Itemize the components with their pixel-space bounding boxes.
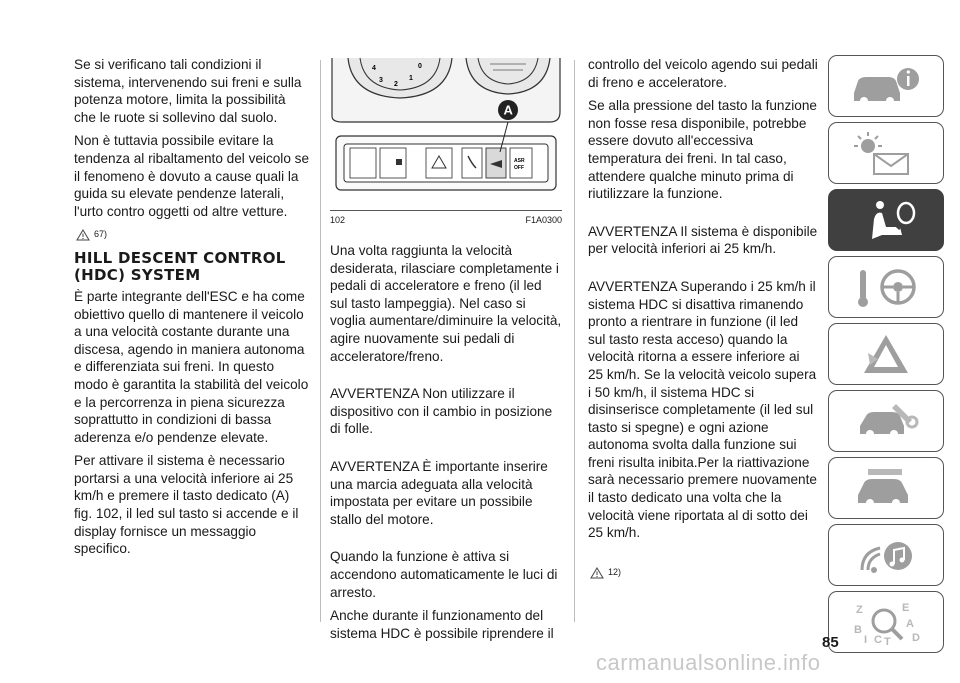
index-letter: B: [854, 624, 862, 636]
figure-number: 102: [330, 215, 346, 225]
paragraph: È parte integrante dell'ESC e ha come obiettivo quello di mantenere il veicolo a una velocità costante durante una discesa, agendo in maniera autonoma e differenziata sui freni. In questo modo è garantita la stabilità del veicolo e la percorrenza in piena sicurezza soprattutto in condizioni di bassa aderenza e/o pendenze elevate.: [74, 288, 309, 445]
index-letter: E: [902, 602, 910, 614]
figure-102: [330, 56, 562, 228]
warning-reference[interactable]: [76, 226, 310, 244]
paragraph: AVVERTENZA È importante inserire una marcia adeguata alla velocità impostata per evitare un possibile stallo del motore.: [330, 458, 548, 527]
warning-reference-number: 12): [608, 566, 622, 577]
warning-triangle-icon: [76, 229, 90, 241]
dial-label: 1: [409, 75, 413, 82]
index-letter: I: [864, 634, 868, 646]
seat-airbag-icon: [844, 195, 928, 245]
figure-rule: [330, 210, 562, 211]
column-3: [588, 56, 818, 585]
index-letter: A: [906, 618, 914, 630]
column-2: [330, 242, 562, 648]
key-steering-icon: [844, 262, 928, 312]
paragraph: Non è tuttavia possibile evitare la tendenza al ribaltamento del veicolo se il fenomeno è dovuto a cause quali la guida su elevate pendenze laterali, l'urto contro oggetti od altre vetture.: [74, 133, 310, 219]
car-info-icon: [844, 61, 928, 111]
tab-dashboard-warnings[interactable]: [828, 122, 944, 184]
warning-reference-number: 67): [94, 229, 108, 240]
column-divider: [574, 60, 575, 622]
figure-caption: [330, 215, 562, 225]
index-letter: D: [912, 632, 920, 644]
dial-label: 0: [418, 63, 422, 70]
multimedia-icon: [844, 530, 928, 580]
paragraph: Se alla pressione del tasto la funzione non fosse resa disponibile, potrebbe essere dovuto all'eccessiva temperatura dei freni. In tal caso, attendere qualche minuto prima di riutilizzare la funzione.: [588, 98, 817, 202]
road-warning-icon: [844, 329, 928, 379]
figure-code: F1A0300: [525, 215, 562, 225]
paragraph: Quando la funzione è attiva si accendono automaticamente le luci di arresto.: [330, 549, 558, 600]
column-1: [74, 56, 310, 564]
alphabetical-index-icon: [844, 597, 928, 647]
watermark: carmanualsonline.info: [596, 650, 821, 675]
tab-safety[interactable]: [828, 189, 944, 251]
warning-triangle-icon: [590, 567, 604, 579]
tab-service[interactable]: [828, 390, 944, 452]
tab-multimedia[interactable]: [828, 524, 944, 586]
section-heading: HILL DESCENT CONTROL (HDC) SYSTEM: [74, 248, 286, 284]
tab-emergency[interactable]: [828, 323, 944, 385]
tab-index[interactable]: [828, 591, 944, 653]
paragraph: AVVERTENZA Il sistema è disponibile per velocità inferiori ai 25 km/h.: [588, 223, 818, 257]
paragraph: AVVERTENZA Non utilizzare il dispositivo con il cambio in posizione di folle.: [330, 386, 553, 437]
index-letter: C: [874, 634, 882, 646]
warning-reference[interactable]: [590, 564, 818, 582]
dial-label: 3: [379, 77, 383, 84]
paragraph: controllo del veicolo agendo sui pedali di freno e acceleratore.: [588, 57, 818, 90]
tab-starting-driving[interactable]: [828, 256, 944, 318]
tab-car-info[interactable]: [828, 55, 944, 117]
dashboard-switch-illustration: [330, 56, 562, 216]
paragraph: Per attivare il sistema è necessario portarsi a una velocità inferiore ai 25 km/h e premere il tasto dedicato (A) fig. 102, il led sul tasto si accende e il display fornisce un messaggio specifico.: [74, 453, 299, 557]
callout-label: A: [503, 102, 513, 118]
service-wrench-icon: [844, 396, 928, 446]
index-letter: Z: [856, 604, 863, 616]
svg-text:ASR: ASR: [514, 158, 525, 164]
paragraph: Anche durante il funzionamento del sistema HDC è possibile riprendere il: [330, 608, 554, 641]
dial-label: 2: [394, 81, 398, 88]
paragraph: AVVERTENZA Superando i 25 km/h il sistema HDC si disattiva rimanendo pronto a rientrare in funzione (il led sul tasto resta acceso) quando la velocità ritorna a essere inferiore ai 25 km/h. Se la velocità veicolo supera i 50 km/h, il sistema HDC si disinserisce completamente (il led sul tasto si spegne) e ogni azione autonoma svolta dalla funzione sui freni risulta inibita.Per la riattivazione sarà necessario premere nuovamente il tasto dedicato una volta che la velocità viene riportata al di sotto dei 25 km/h.: [588, 278, 817, 541]
paragraph: Se si verificano tali condizioni il sistema, intervenendo sui freni e sulla potenza motore, limita la possibilità che le ruote si sollevino dal suolo.: [74, 57, 302, 125]
column-divider: [320, 60, 321, 622]
paragraph: Una volta raggiunta la velocità desiderata, rilasciare completamente i pedali di acceleratore e freno (il led sul tasto lampeggia). Nel caso si voglia aumentare/diminuire la velocità, agire nuovamente sui pedali di acceleratore/freno.: [330, 243, 562, 364]
chapter-tabs: [828, 55, 944, 658]
dial-label: 4: [372, 65, 376, 72]
index-letter: T: [884, 636, 891, 647]
tab-technical-data[interactable]: [828, 457, 944, 519]
page-number: 85: [822, 634, 839, 651]
car-specs-icon: [844, 463, 928, 513]
dashboard-warning-icon: [844, 128, 928, 178]
svg-text:OFF: OFF: [514, 165, 524, 171]
